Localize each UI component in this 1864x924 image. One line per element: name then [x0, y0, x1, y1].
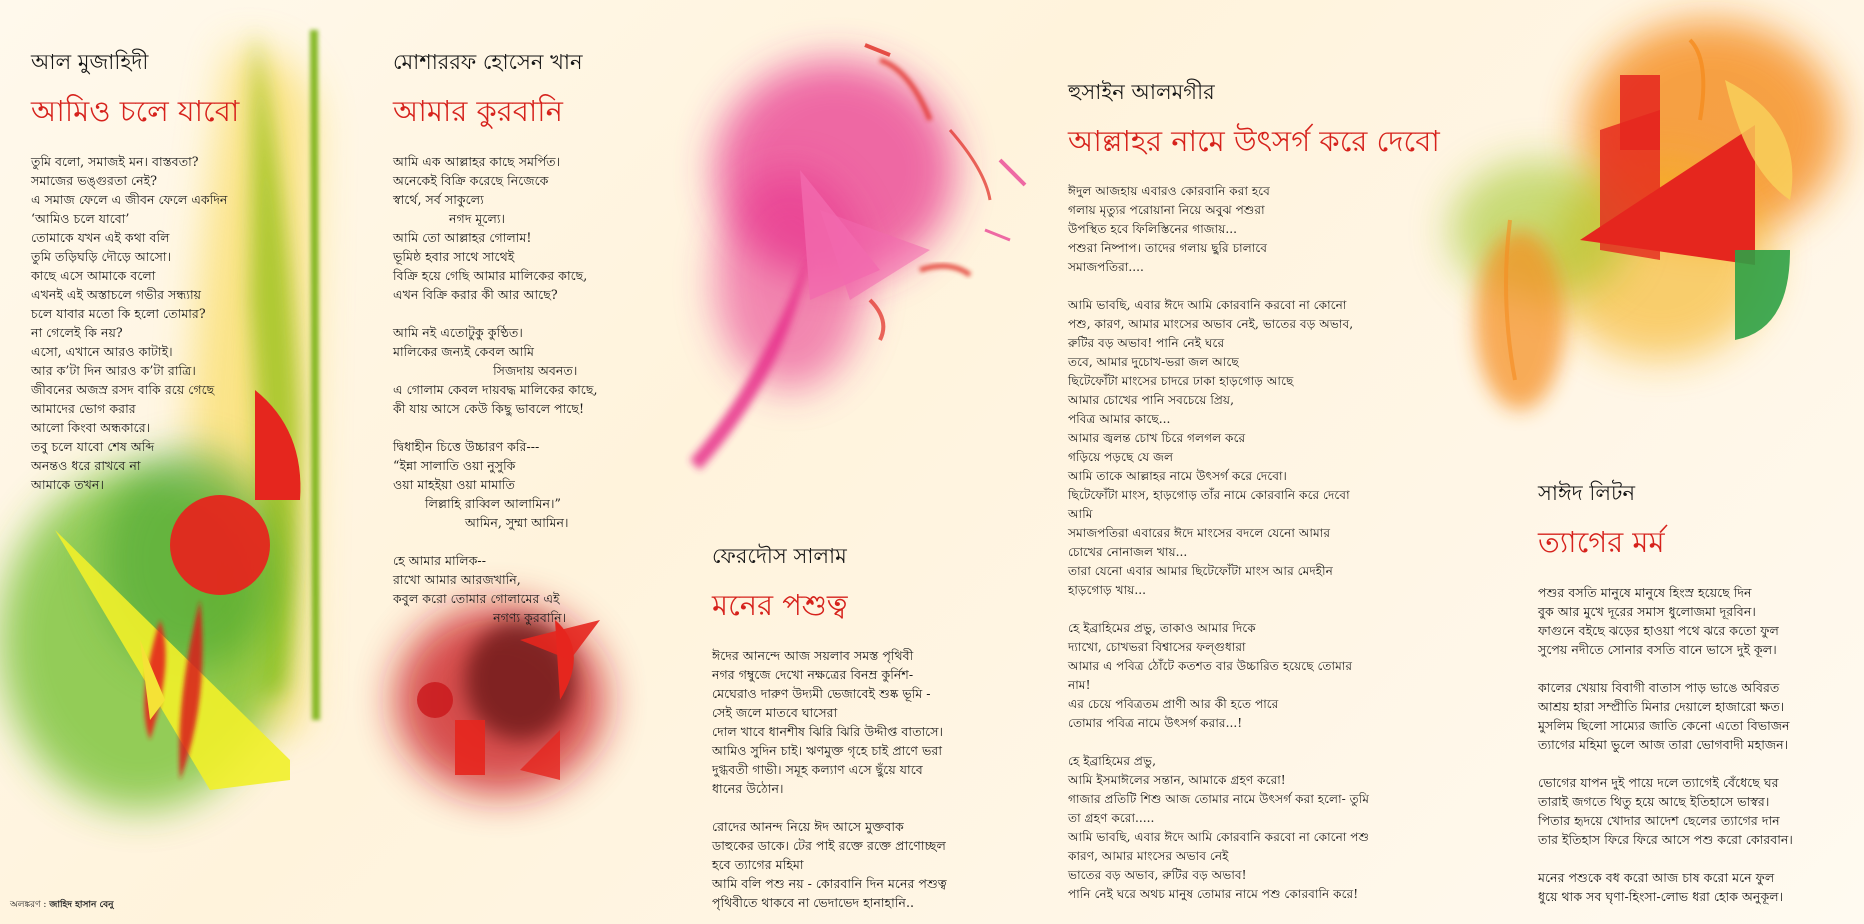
poem-line: ধানের উঠোন। [712, 781, 784, 796]
poem-author: হুসাইন আলমগীর [1068, 80, 1215, 104]
poem-line [1068, 600, 1448, 619]
poem-line: আমি নই এতোটুকু কুণ্ঠিত। [393, 325, 523, 340]
poem-line: নাম! [1068, 678, 1091, 692]
poem-body [712, 646, 1012, 912]
poem-line: এর চেয়ে পবিত্রতম প্রাণী আর কী হতে পারে [1068, 697, 1279, 711]
poem-line: আমি ভাবছি, এবার ঈদে আমি কোরবানি করবো না কোনো [1068, 298, 1347, 312]
poem-line: আমার চোখের পানি সবচেয়ে প্রিয়, [1068, 393, 1234, 407]
poem-title: আমিও চলে যাবো [31, 94, 240, 128]
poem-author: ফেরদৌস সালাম [712, 544, 847, 568]
poem-line: আমাকে তখন। [31, 477, 104, 492]
poem-line [393, 418, 673, 437]
poem-line: দুগ্ধবতী গাভী। সমূহ কল্যাণ এসে ছুঁয়ে যাবে [712, 762, 923, 777]
poem-line [1538, 754, 1858, 773]
right-watercolor-art [1450, 20, 1840, 410]
poem-line: পানি নেই ঘরে অথচ মানুষ তোমার নামে পশু কোরবানি করে! [1068, 887, 1359, 901]
poem-line: হে আমার মালিক-- [393, 553, 486, 568]
poem-line: এ গোলাম কেবল দায়বদ্ধ মালিকের কাছে, [393, 382, 598, 397]
poem-line: না গেলেই কি নয়? [31, 325, 123, 340]
poem-line: আমি এক আল্লাহর কাছে সমর্পিত। [393, 154, 561, 169]
poem-body [31, 152, 281, 494]
poem-1 [31, 46, 281, 494]
poem-line: হে ইব্রাহিমের প্রভু, [1068, 754, 1156, 768]
poem-line: আমি তো আল্লাহর গোলাম! [393, 230, 532, 245]
poem-line: তবে, আমার দুচোখ-ভরা জল আছে [1068, 355, 1239, 369]
poem-line: পবিত্র আমার কাছে... [1068, 412, 1171, 426]
poem-line: তার ইতিহাস ফিরে ফিরে আসে পশু করো কোরবান। [1538, 832, 1793, 847]
poem-line: ছিটেফোঁটা মাংস, হাড়গোড় তাঁর নামে কোরবানি করে দেবো [1068, 488, 1350, 502]
poem-line: অনেকেই বিক্রি করেছে নিজেকে [393, 173, 549, 188]
poem-body [1538, 583, 1858, 906]
poem-line: অনন্তও ধরে রাখবে না [31, 458, 141, 473]
poem-line: পশু, কারণ, আমার মাংসের অভাব নেই, ভাতের বড় অভাব, [1068, 317, 1354, 331]
poem-line: রাখো আমার আরজখানি, [393, 572, 521, 587]
poem-line: আমি ইসমাঈলের সন্তান, আমাকে গ্রহণ করো! [1068, 773, 1286, 787]
poem-line: পৃথিবীতে থাকবে না ভেদাভেদ হানাহানি.. [712, 895, 914, 910]
poem-line: ধুয়ে থাক সব ঘৃণা-হিংসা-লোভ ধরা হোক অনুকূল। [1538, 889, 1784, 904]
poem-line: গলায় মৃত্যুর পরোয়ানা নিয়ে অবুঝ পশুরা [1068, 203, 1265, 217]
poem-line: মুসলিম ছিলো সাম্যের জাতি কেনো এতো বিভাজন [1538, 718, 1790, 733]
poem-line: আমার জ্বলন্ত চোখ চিরে গলগল করে [1068, 431, 1246, 445]
poem-line: ফাগুনে বইছে ঝড়ের হাওয়া পথে ঝরে কতো ফুল [1538, 623, 1779, 638]
poem-line: আমার এ পবিত্র ঠোঁটে কতশত বার উচ্চারিত হয়েছে তোমার [1068, 659, 1353, 673]
poem-author: আল মুজাহিদী [31, 50, 149, 74]
poem-line: দ্যাখো, চোখভরা বিশ্বাসের ফল্গুধারা [1068, 640, 1246, 654]
poem-title: আল্লাহর নামে উৎসর্গ করে দেবো [1068, 124, 1440, 158]
poem-line: আশ্রয় হারা সম্প্রীতি মিনার দেয়ালে হাজারো ক্ষত। [1538, 699, 1785, 714]
poem-line: তা গ্রহণ করো..... [1068, 811, 1155, 825]
poem-author: সাঈদ লিটন [1538, 481, 1636, 505]
poem-line: গাজার প্রতিটি শিশু আজ তোমার নামে উৎসর্গ করা হলো- তুমি [1068, 792, 1370, 806]
poem-line: আমি তাকে আল্লাহর নামে উৎসর্গ করে দেবো। [1068, 469, 1287, 483]
poem-body [393, 152, 673, 627]
poem-line: তোমাকে যখন এই কথা বলি [31, 230, 170, 245]
poem-line: আমি ভাবছি, এবার ঈদে আমি কোরবানি করবো না কোনো পশু [1068, 830, 1370, 844]
poem-line: ভূমিষ্ঠ হবার সাথে সাথেই [393, 249, 515, 264]
poem-line: হে ইব্রাহিমের প্রভু, তাকাও আমার দিকে [1068, 621, 1256, 635]
poem-line: ‘আমিও চলে যাবো’ [31, 211, 130, 226]
poem-line: কারণ, আমার মাংসের অভাব নেই [1068, 849, 1229, 863]
poem-line: ভোগের যাপন দুই পায়ে দলে ত্যাগেই বেঁধেছে ঘর [1538, 775, 1779, 790]
poem-line: হাড়গোড় খায়... [1068, 583, 1146, 597]
poem-5 [1538, 477, 1858, 906]
poem-line [393, 304, 673, 323]
poem-line: এখনই এই অস্তাচলে গভীর সন্ধ্যায় [31, 287, 202, 302]
illustration-credit [10, 897, 114, 912]
poem-title: আমার কুরবানি [393, 94, 563, 128]
poem-line: ওয়া মাহইয়া ওয়া মামাতি [393, 477, 515, 492]
poem-line: হবে ত্যাগের মহিমা [712, 857, 804, 872]
poem-line: কী যায় আসে কেউ কিছু ভাবলে পাছে! [393, 401, 585, 416]
poem-line: দ্বিধাহীন চিত্তে উচ্চারণ করি--- [393, 439, 540, 454]
poem-line: কবুল করো তোমার গোলামের এই [393, 591, 560, 606]
poem-line [1538, 849, 1858, 868]
poem-line: লিল্লাহি রাব্বিল আলামিন।” [393, 496, 561, 511]
poem-line: এসো, এখানে আরও কাটাই। [31, 344, 173, 359]
poem-line: নগণ্য কুরবানি। [393, 610, 567, 625]
poem-body [1068, 182, 1448, 904]
poem-line: তারা যেনো এবার আমার ছিটেফোঁটা মাংস আর মেদহীন [1068, 564, 1333, 578]
poem-line: সমাজপতিরা এবারের ঈদে মাংসের বদলে যেনো আমার [1068, 526, 1331, 540]
poem-line: আলো কিংবা অন্ধকারে। [31, 420, 151, 435]
poem-line: গড়িয়ে পড়ছে যে জল [1068, 450, 1174, 464]
poem-line [1538, 659, 1858, 678]
poem-line: আমি বলি পশু নয় - কোরবানি দিন মনের পশুত্ব [712, 876, 947, 891]
poem-line: তোমার পবিত্র নামে উৎসর্গ করার...! [1068, 716, 1243, 730]
poem-title: মনের পশুত্ব [712, 588, 848, 622]
poem-line: তুমি বলো, সমাজই মন। বাস্তবতা? [31, 154, 199, 169]
poem-line [1068, 277, 1448, 296]
poem-line: সমাজপতিরা.... [1068, 260, 1144, 274]
poem-line: ভাতের বড় অভাব, রুটির বড় অভাব! [1068, 868, 1247, 882]
poem-line: আমিও সুদিন চাই। ঋণমুক্ত গৃহে চাই প্রাণে ভরা [712, 743, 943, 758]
poem-line: আমিন, সুম্মা আমিন। [393, 515, 569, 530]
poem-line: মেঘেরাও দারুণ উদ্যমী ভেজাবেই শুষ্ক ভূমি - [712, 686, 931, 701]
poem-line: নগর গম্বুজে দেখো নক্ষত্রের বিনম্র কুর্নিশ- [712, 667, 914, 682]
poem-line: মালিকের জন্যই কেবল আমি [393, 344, 535, 359]
poem-line: পিতার হৃদয়ে খোদার আদেশ ছেলের ত্যাগের দান [1538, 813, 1780, 828]
poem-2 [393, 46, 673, 627]
poem-line: চোখের নোনাজল খায়... [1068, 545, 1188, 559]
poem-line: আর ক’টা দিন আরও ক’টা রাত্রি। [31, 363, 196, 378]
poem-line: উপস্থিত হবে ফিলিস্তিনের গাজায়... [1068, 222, 1238, 236]
poem-line: নগদ মূল্যে। [393, 211, 506, 226]
poem-3 [712, 540, 1012, 912]
poem-line: এখন বিক্রি করার কী আর আছে? [393, 287, 558, 302]
poem-line: ত্যাগের মহিমা ভুলে আজ তারা ভোগবাদী মহাজন। [1538, 737, 1789, 752]
credit-label: অলঙ্করণ : [10, 900, 47, 910]
poem-line: আমি [1068, 507, 1093, 521]
poem-line: বুক আর মুখে দূরের সমাস ধুলোজমা দূরবিন। [1538, 604, 1756, 619]
poem-line: দোল খাবে ধানশীষ ঝিরি ঝিরি উদ্দীপ্ত বাতাসে। [712, 724, 944, 739]
poem-line: ডাহুকের ডাকে। টের পাই রক্তে রক্তে প্রাণোচ্ছল [712, 838, 946, 853]
poem-line: মনের পশুকে বধ করো আজ চাষ করো মনে ফুল [1538, 870, 1775, 885]
poem-line: সুপেয় নদীতে সোনার বসতি বানে ভাসে দুই কূল। [1538, 642, 1777, 657]
poem-line [393, 532, 673, 551]
poem-line: রোদের আনন্দ নিয়ে ঈদ আসে মুক্তবাক [712, 819, 904, 834]
red-watercolor-art [395, 605, 605, 795]
poem-line: ঈদের আনন্দে আজ সয়লাব সমস্ত পৃথিবী [712, 648, 914, 663]
poem-line: জীবনের অজস্র রসদ বাকি রয়ে গেছে [31, 382, 215, 397]
poem-line: আমাদের ভোগ করার [31, 401, 136, 416]
poem-line: এ সমাজ ফেলে এ জীবন ফেলে একদিন [31, 192, 228, 207]
poem-line: রুটির বড় অভাব! পানি নেই ঘরে [1068, 336, 1225, 350]
poem-line [712, 798, 1012, 817]
poem-line: ঈদুল আজহায় এবারও কোরবানি করা হবে [1068, 184, 1270, 198]
pink-watercolor-art [690, 45, 1025, 470]
poem-line: সিজদায় অবনত। [393, 363, 578, 378]
poem-line: কালের খেয়ায় বিবাগী বাতাস পাড় ভাঙে অবিরত [1538, 680, 1780, 695]
poem-line: “ইন্না সালাতি ওয়া নুসুকি [393, 458, 516, 473]
poem-line: সমাজের ভঙ্গুরতা নেই? [31, 173, 157, 188]
poem-line: পশুরা নিষ্পাপ। তাদের গলায় ছুরি চালাবে [1068, 241, 1268, 255]
poem-4 [1068, 76, 1448, 904]
poem-line: ছিটেফোঁটা মাংসের চাদরে ঢাকা হাড়গোড় আছে [1068, 374, 1294, 388]
poem-line: বিক্রি হয়ে গেছি আমার মালিকের কাছে, [393, 268, 588, 283]
poem-line: তুমি তড়িঘড়ি দৌড়ে আসো। [31, 249, 172, 264]
credit-name: জাহিদ হাসান বেনু [49, 900, 114, 910]
poem-line: পশুর বসতি মানুষে মানুষে হিংস্র হয়েছে দিন [1538, 585, 1752, 600]
poem-line: তারাই জগতে থিতু হয়ে আছে ইতিহাসে ভাস্বর। [1538, 794, 1770, 809]
poem-line: তবু চলে যাবো শেষ অব্দি [31, 439, 155, 454]
poem-title: ত্যাগের মর্ম [1538, 525, 1665, 559]
poem-line: কাছে এসে আমাকে বলো [31, 268, 156, 283]
poem-line [1068, 733, 1448, 752]
poem-line: সেই জলে মাতবে ঘাসেরা [712, 705, 838, 720]
poem-author: মোশাররফ হোসেন খান [393, 50, 583, 74]
poem-line: চলে যাবার মতো কি হলো তোমার? [31, 306, 206, 321]
poem-line: স্বার্থে, সর্ব সাকুল্যে [393, 192, 484, 207]
